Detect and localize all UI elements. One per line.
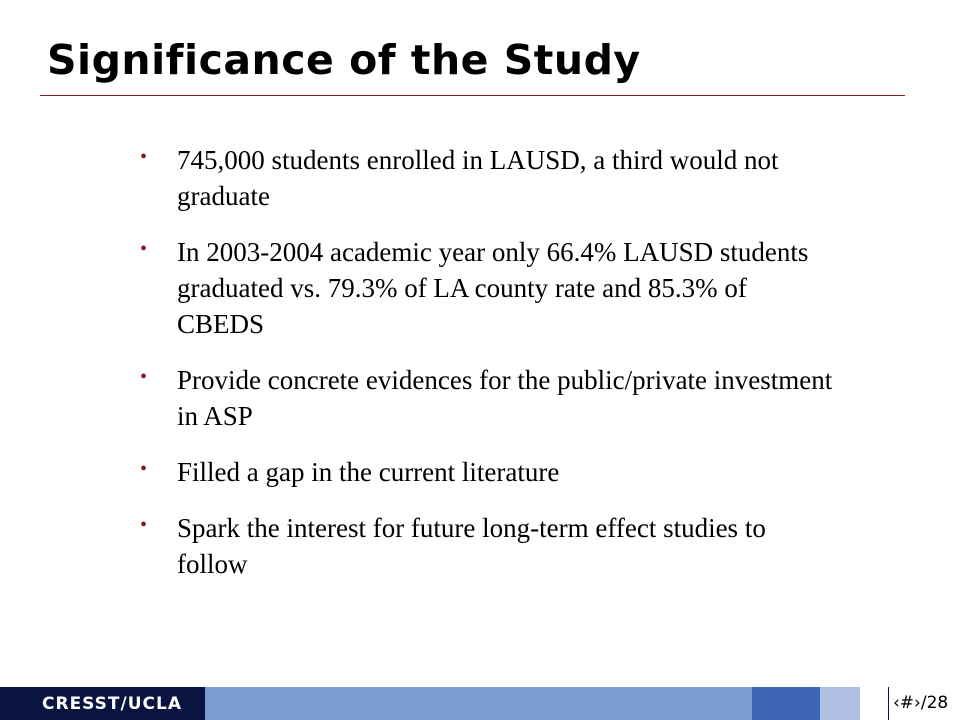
- bullet-item: [140, 362, 840, 434]
- bullet-item: [140, 510, 840, 582]
- bullet-list: [140, 142, 840, 602]
- bullet-icon: •: [140, 458, 148, 480]
- footer-bar: [0, 687, 960, 720]
- bullet-icon: •: [140, 366, 148, 388]
- bullet-text: 745,000 students enrolled in LAUSD, a third would not graduate: [177, 145, 779, 211]
- bullet-text: Filled a gap in the current literature: [177, 457, 560, 487]
- bullet-icon: •: [140, 238, 148, 260]
- bullet-item: [140, 454, 840, 490]
- footer-accent-block: [752, 687, 820, 720]
- title-underline: [40, 95, 905, 96]
- bullet-icon: •: [140, 514, 148, 536]
- slide-title: Significance of the Study: [47, 36, 641, 84]
- bullet-icon: •: [140, 146, 148, 168]
- bullet-text: Spark the interest for future long-term effect studies to follow: [177, 513, 766, 579]
- bullet-text: In 2003-2004 academic year only 66.4% LAUSD students graduated vs. 79.3% of LA county rate and 85.3% of CBEDS: [177, 237, 809, 339]
- footer-logo-block: [0, 687, 205, 720]
- footer-accent-block-white: [860, 687, 888, 720]
- bullet-item: [140, 142, 840, 214]
- bullet-text: Provide concrete evidences for the public/private investment in ASP: [177, 365, 833, 431]
- page-number: ‹#›/28: [888, 687, 960, 720]
- bullet-item: [140, 234, 840, 342]
- cresst-ucla-logo: CRESST/UCLA: [42, 694, 182, 714]
- footer-accent-block-light: [820, 687, 860, 720]
